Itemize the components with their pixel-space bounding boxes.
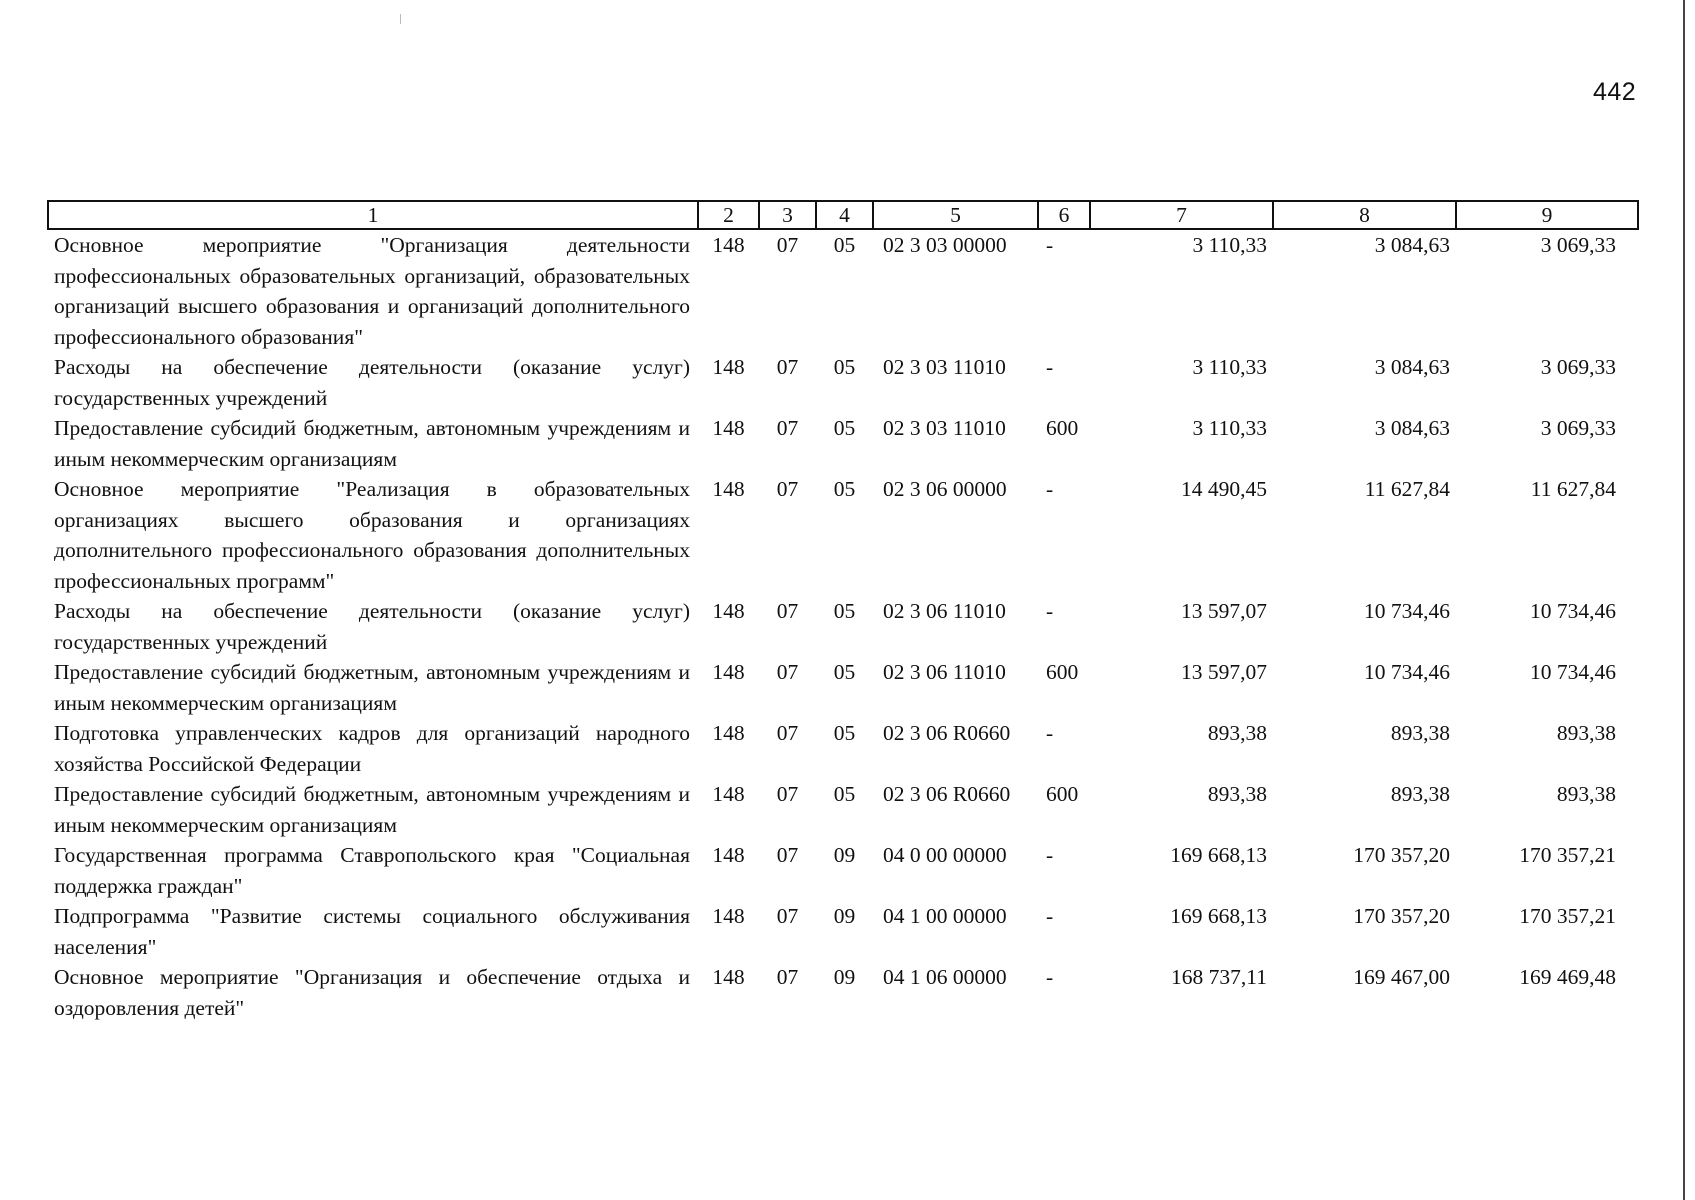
row-name: Основное мероприятие "Реализация в образовательных организациях высшего образования и организациях дополнительного профессионального образования дополнительных профессиональных программ" bbox=[54, 477, 690, 593]
row-target-article-code: 02 3 06 R0660 bbox=[883, 721, 1011, 745]
row-name: Основное мероприятие "Организация деятельности профессиональных образовательных организаций, образовательных организаций высшего образования и организаций дополнительного профессионального образования" bbox=[54, 233, 690, 349]
row-subsection-code: 05 bbox=[833, 477, 856, 501]
row-amount-col-7: 169 668,13 bbox=[1170, 843, 1267, 867]
row-name: Основное мероприятие "Организация и обеспечение отдыха и оздоровления детей" bbox=[54, 965, 690, 1020]
row-target-article-code: 04 0 00 00000 bbox=[883, 843, 1007, 867]
table-row bbox=[48, 596, 1638, 657]
row-amount-col-7: 13 597,07 bbox=[1181, 660, 1267, 684]
row-subsection-code: 09 bbox=[833, 843, 856, 867]
row-target-article-code: 04 1 00 00000 bbox=[883, 904, 1007, 928]
row-amount-col-7: 893,38 bbox=[1207, 782, 1267, 806]
row-amount-col-9: 169 469,48 bbox=[1519, 965, 1616, 989]
row-subsection-code: 05 bbox=[833, 233, 856, 257]
table-body bbox=[48, 229, 1638, 1023]
table-row bbox=[48, 962, 1638, 1023]
row-section-code: 07 bbox=[776, 843, 799, 867]
row-target-article-code: 02 3 03 11010 bbox=[883, 355, 1006, 379]
row-subsection-code: 05 bbox=[833, 721, 856, 745]
row-amount-col-9: 3 069,33 bbox=[1540, 233, 1616, 257]
row-section-code: 07 bbox=[776, 965, 799, 989]
row-section-code: 07 bbox=[776, 782, 799, 806]
row-grbs-code: 148 bbox=[712, 965, 745, 989]
row-grbs-code: 148 bbox=[712, 721, 745, 745]
row-amount-col-8: 893,38 bbox=[1390, 721, 1450, 745]
row-grbs-code: 148 bbox=[712, 843, 745, 867]
row-grbs-code: 148 bbox=[712, 599, 745, 623]
row-amount-col-8: 11 627,84 bbox=[1364, 477, 1450, 501]
row-expense-type-code: - bbox=[1046, 477, 1054, 501]
row-amount-col-8: 10 734,46 bbox=[1364, 660, 1450, 684]
row-amount-col-8: 3 084,63 bbox=[1374, 416, 1450, 440]
row-name: Расходы на обеспечение деятельности (оказание услуг) государственных учреждений bbox=[54, 355, 690, 410]
row-section-code: 07 bbox=[776, 355, 799, 379]
table-row bbox=[48, 657, 1638, 718]
row-amount-col-7: 893,38 bbox=[1207, 721, 1267, 745]
table-row bbox=[48, 718, 1638, 779]
row-section-code: 07 bbox=[776, 599, 799, 623]
row-section-code: 07 bbox=[776, 721, 799, 745]
table-row bbox=[48, 779, 1638, 840]
header-col-6: 6 bbox=[1038, 201, 1090, 229]
row-subsection-code: 05 bbox=[833, 660, 856, 684]
row-section-code: 07 bbox=[776, 416, 799, 440]
row-amount-col-9: 10 734,46 bbox=[1530, 599, 1616, 623]
row-grbs-code: 148 bbox=[712, 782, 745, 806]
row-expense-type-code: - bbox=[1046, 843, 1054, 867]
row-amount-col-7: 3 110,33 bbox=[1192, 233, 1267, 257]
row-target-article-code: 02 3 06 R0660 bbox=[883, 782, 1011, 806]
row-target-article-code: 02 3 06 11010 bbox=[883, 599, 1006, 623]
row-grbs-code: 148 bbox=[712, 660, 745, 684]
row-amount-col-9: 3 069,33 bbox=[1540, 416, 1616, 440]
row-grbs-code: 148 bbox=[712, 416, 745, 440]
row-grbs-code: 148 bbox=[712, 233, 745, 257]
row-amount-col-7: 168 737,11 bbox=[1171, 965, 1267, 989]
page-edge-line bbox=[1683, 0, 1685, 1200]
row-target-article-code: 02 3 06 00000 bbox=[883, 477, 1007, 501]
row-name: Расходы на обеспечение деятельности (оказание услуг) государственных учреждений bbox=[54, 599, 690, 654]
table-row bbox=[48, 413, 1638, 474]
row-expense-type-code: 600 bbox=[1046, 416, 1079, 440]
row-grbs-code: 148 bbox=[712, 904, 745, 928]
row-amount-col-9: 3 069,33 bbox=[1540, 355, 1616, 379]
row-name: Государственная программа Ставропольского края "Социальная поддержка граждан" bbox=[54, 843, 690, 898]
row-amount-col-7: 14 490,45 bbox=[1181, 477, 1267, 501]
row-subsection-code: 05 bbox=[833, 782, 856, 806]
row-amount-col-8: 170 357,20 bbox=[1353, 843, 1450, 867]
row-amount-col-9: 893,38 bbox=[1556, 721, 1616, 745]
table-row bbox=[48, 840, 1638, 901]
row-expense-type-code: - bbox=[1046, 965, 1054, 989]
row-target-article-code: 02 3 03 00000 bbox=[883, 233, 1007, 257]
row-grbs-code: 148 bbox=[712, 477, 745, 501]
row-amount-col-9: 170 357,21 bbox=[1519, 904, 1616, 928]
row-subsection-code: 05 bbox=[833, 599, 856, 623]
header-col-8: 8 bbox=[1273, 201, 1456, 229]
page-number: 442 bbox=[1593, 78, 1637, 106]
row-amount-col-9: 170 357,21 bbox=[1519, 843, 1616, 867]
row-name: Предоставление субсидий бюджетным, автономным учреждениям и иным некоммерческим организациям bbox=[54, 660, 690, 715]
row-amount-col-7: 3 110,33 bbox=[1192, 355, 1267, 379]
row-amount-col-9: 11 627,84 bbox=[1530, 477, 1616, 501]
row-expense-type-code: - bbox=[1046, 599, 1054, 623]
row-name: Предоставление субсидий бюджетным, автономным учреждениям и иным некоммерческим организациям bbox=[54, 416, 690, 471]
row-amount-col-8: 3 084,63 bbox=[1374, 233, 1450, 257]
row-target-article-code: 02 3 06 11010 bbox=[883, 660, 1006, 684]
row-amount-col-7: 3 110,33 bbox=[1192, 416, 1267, 440]
row-name: Подготовка управленческих кадров для организаций народного хозяйства Российской Федерации bbox=[54, 721, 690, 776]
row-subsection-code: 05 bbox=[833, 355, 856, 379]
row-amount-col-8: 3 084,63 bbox=[1374, 355, 1450, 379]
row-amount-col-8: 893,38 bbox=[1390, 782, 1450, 806]
row-expense-type-code: - bbox=[1046, 721, 1054, 745]
table-row bbox=[48, 901, 1638, 962]
row-expense-type-code: - bbox=[1046, 355, 1054, 379]
scan-mark bbox=[400, 14, 401, 24]
row-grbs-code: 148 bbox=[712, 355, 745, 379]
row-name: Подпрограмма "Развитие системы социального обслуживания населения" bbox=[54, 904, 690, 959]
row-name: Предоставление субсидий бюджетным, автономным учреждениям и иным некоммерческим организациям bbox=[54, 782, 690, 837]
header-col-2: 2 bbox=[698, 201, 759, 229]
row-section-code: 07 bbox=[776, 660, 799, 684]
row-amount-col-7: 13 597,07 bbox=[1181, 599, 1267, 623]
header-row bbox=[48, 201, 1638, 229]
header-col-7: 7 bbox=[1090, 201, 1273, 229]
table-header bbox=[48, 201, 1638, 229]
row-target-article-code: 02 3 03 11010 bbox=[883, 416, 1006, 440]
table-row bbox=[48, 474, 1638, 596]
header-col-1: 1 bbox=[48, 201, 698, 229]
header-col-3: 3 bbox=[759, 201, 816, 229]
row-amount-col-7: 169 668,13 bbox=[1170, 904, 1267, 928]
row-section-code: 07 bbox=[776, 477, 799, 501]
table-row bbox=[48, 352, 1638, 413]
row-amount-col-8: 10 734,46 bbox=[1364, 599, 1450, 623]
header-col-5: 5 bbox=[873, 201, 1038, 229]
row-subsection-code: 09 bbox=[833, 965, 856, 989]
row-amount-col-9: 893,38 bbox=[1556, 782, 1616, 806]
row-section-code: 07 bbox=[776, 904, 799, 928]
row-subsection-code: 05 bbox=[833, 416, 856, 440]
row-amount-col-8: 169 467,00 bbox=[1353, 965, 1450, 989]
row-target-article-code: 04 1 06 00000 bbox=[883, 965, 1007, 989]
header-col-4: 4 bbox=[816, 201, 873, 229]
table-row bbox=[48, 229, 1638, 352]
row-expense-type-code: 600 bbox=[1046, 782, 1079, 806]
row-section-code: 07 bbox=[776, 233, 799, 257]
header-col-9: 9 bbox=[1456, 201, 1638, 229]
row-amount-col-8: 170 357,20 bbox=[1353, 904, 1450, 928]
row-expense-type-code: - bbox=[1046, 233, 1054, 257]
budget-table bbox=[47, 200, 1639, 1023]
row-subsection-code: 09 bbox=[833, 904, 856, 928]
row-expense-type-code: 600 bbox=[1046, 660, 1079, 684]
row-amount-col-9: 10 734,46 bbox=[1530, 660, 1616, 684]
row-expense-type-code: - bbox=[1046, 904, 1054, 928]
